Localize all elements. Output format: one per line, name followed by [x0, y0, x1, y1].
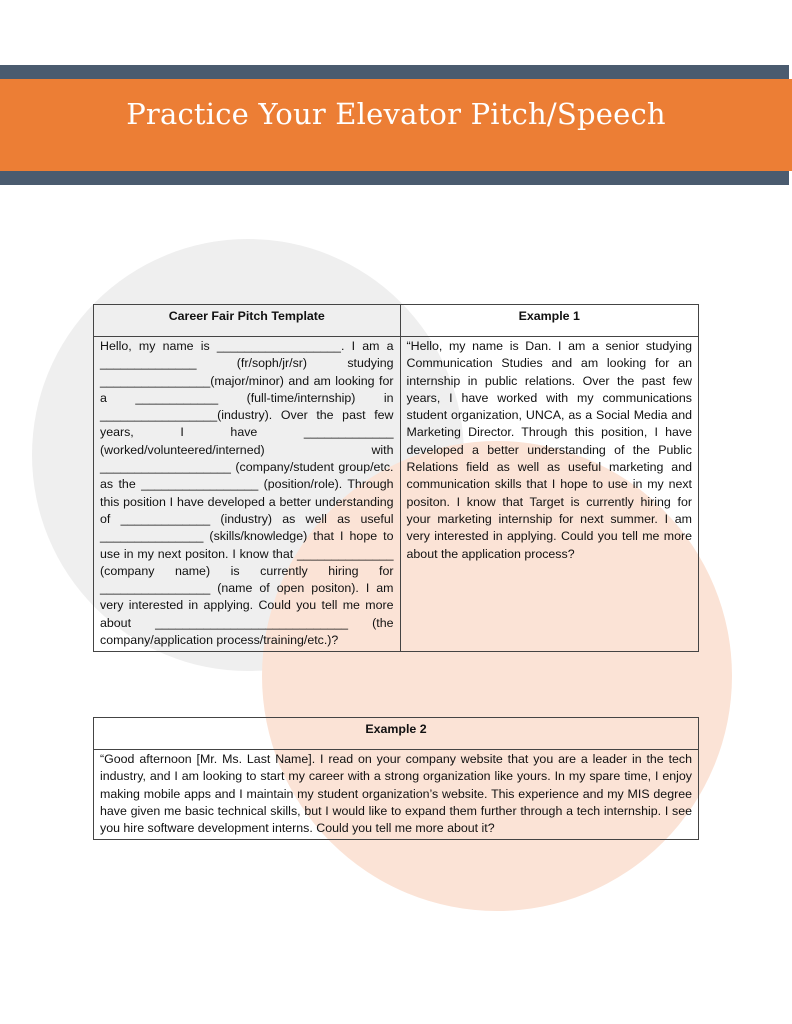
template-text: Hello, my name is __________________. I am a ______________ (fr/soph/jr/sr) studying ________________(major/minor) and am looking for a ____________ (full-time/internship) in _________________(industry). Over the past few years, I have _____________ (worked/volunteered/interned) with ___________________ (company/student group/etc. as the _________________ (position/role). Through this position I have developed a better understanding of _____________ (industry) as well as useful _______________ (skills/knowledge) that I hope to use in my next positon. I know that ______________ (company name) is currently hiring for ________________ (name of open positon). I am very interested in applying. Could you tell me more about ____________________________ (the company/application process/training/etc.)?	[100, 339, 394, 648]
example1-text: “Hello, my name is Dan. I am a senior studying Communication Studies and am looking for an internship in public relations. Over the past few years, I have worked with my communications student organization, UNCA, as a Social Media and Marketing Director. Through this position, I have developed a better understanding of the Public Relations field as well as useful marketing and communication skills that I hope to use in my next positon. I know that Target is currently hiring for your marketing internship for next summer. I am very interested in applying. Could you tell me more about the application process?	[406, 339, 692, 561]
example2-table	[93, 717, 699, 840]
pitch-comparison-table	[93, 304, 699, 652]
page-title: Practice Your Elevator Pitch/Speech	[126, 97, 666, 131]
example2-text: “Good afternoon [Mr. Ms. Last Name]. I read on your company website that you are a leader in the tech industry, and I am looking to start my career with a strong organization like yours. In my spare time, I enjoy making mobile apps and I maintain my student organization’s website. This experience and my MIS degree have given me basic technical skills, but I would like to expand them further through a tech internship. I see you hire software development interns. Could you tell me more about it?	[100, 752, 692, 836]
table-row	[94, 337, 699, 652]
table-header-row	[94, 305, 699, 337]
template-cell	[94, 337, 401, 652]
example1-cell	[400, 337, 698, 652]
header-stripe-top	[0, 65, 789, 79]
example2-cell	[94, 750, 699, 840]
template-column-header: Career Fair Pitch Template	[94, 305, 401, 337]
table-header-row	[94, 718, 699, 750]
table-row	[94, 750, 699, 840]
example2-header: Example 2	[94, 718, 699, 750]
example1-column-header: Example 1	[400, 305, 698, 337]
header-stripe-bottom	[0, 171, 789, 185]
